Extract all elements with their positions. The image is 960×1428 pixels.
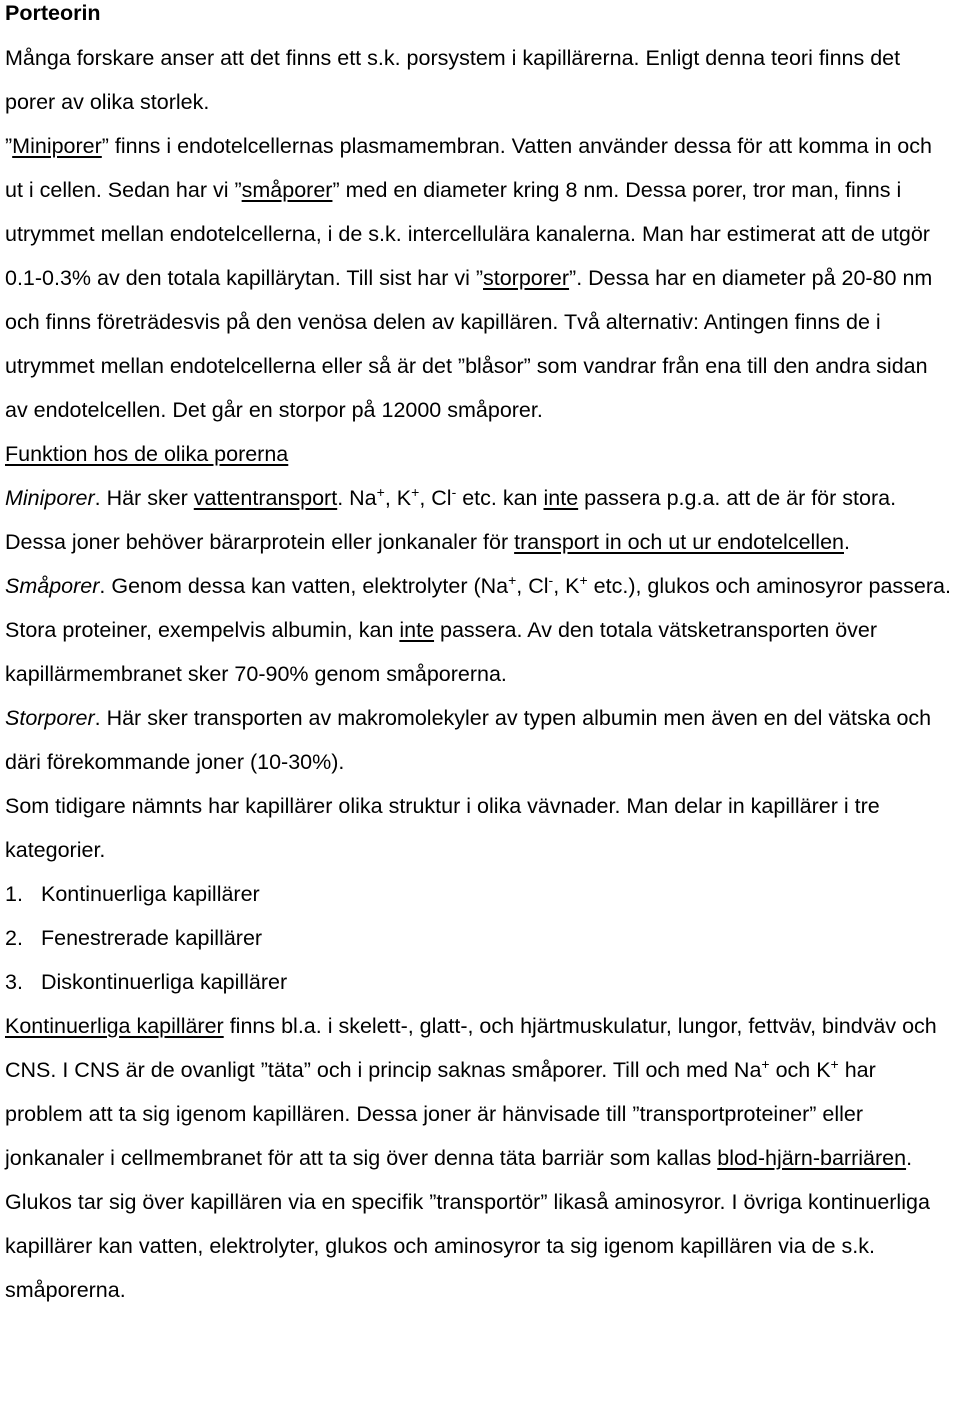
category-list [5,872,954,1004]
list-item: 3. Diskontinuerliga kapillärer [5,970,288,994]
list-item: 2. Fenestrerade kapillärer [5,926,263,950]
miniporer-paragraph: Miniporer. Här sker vattentransport. Na+, K+, Cl- etc. kan inte passera p.g.a. att de är för stora. Dessa joner behöver bärarprotein eller jonkanaler för transport in och ut ur endotelcellen. [5,484,897,554]
smaporer-term: småporer [241,178,333,202]
smaporer-paragraph: Småporer. Genom dessa kan vatten, elektrolyter (Na+, Cl-, K+ etc.), glukos och aminosyror passera. Stora proteiner, exempelvis albumin, kan inte passera. Av den totala vätsketransporten över kapillärmembranet sker 70-90% genom småporerna. [5,572,951,686]
intro-paragraph: Många forskare anser att det finns ett s.k. porsystem i kapillärerna. Enligt denna teori finns det porer av olika storlek. ”Miniporer” finns i endotelcellernas plasmamembran. Vatten använder dessa för att komma in och ut i cellen. Sedan har vi ”småporer” med en diameter kring 8 nm. Dessa porer, tror man, finns i utrymmet mellan endotelcellerna, i de s.k. intercellulära kanalerna. Man har estimerat att de utgör 0.1-0.3% av den totala kapillärytan. Till sist har vi ”storporer”. Dessa har en diameter på 20-80 nm och finns företrädesvis på den venösa delen av kapillären. Två alternativ: Antingen finns de i utrymmet mellan endotelcellerna eller så är det ”blåsor” som vandrar från ena till den andra sidan av endotelcellen. Det går en storpor på 12000 småporer. [5,46,933,422]
storporer-term: storporer [483,266,570,290]
storporer-paragraph: Storporer. Här sker transporten av makromolekyler av typen albumin men även en del vätska och däri förekommande joner (10-30%). [5,706,932,774]
intro-text: Många forskare anser att det finns ett s.k. porsystem i kapillärerna. Enligt denna teori finns det porer av olika storlek. [5,46,901,114]
list-item: 1. Kontinuerliga kapillärer [5,882,260,906]
miniporer-link: Miniporer [12,134,102,158]
kontinuerliga-paragraph: Kontinuerliga kapillärer finns bl.a. i skelett-, glatt-, och hjärtmuskulatur, lungor, fettväv, bindväv och CNS. I CNS är de ovanligt ”täta” och i princip saknas småporer. Till och med Na+ och K+ har problem att ta sig igenom kapillären. Dessa joner är hänvisade till ”transportproteiner” eller jonkanaler i cellmembranet för att ta sig över denna täta barriär som kallas blod-hjärn-barriären. Glukos tar sig över kapillären via en specifik ”transportör” likaså aminosyror. I övriga kontinuerliga kapillärer kan vatten, elektrolyter, glukos och aminosyror ta sig igenom kapillären via de s.k. småporerna. [5,1014,937,1302]
page-title: Porteorin [5,1,101,25]
struktur-paragraph: Som tidigare nämnts har kapillärer olika struktur i olika vävnader. Man delar in kapillärer i tre kategorier. [5,794,880,862]
section-heading: Funktion hos de olika porerna [5,442,289,466]
